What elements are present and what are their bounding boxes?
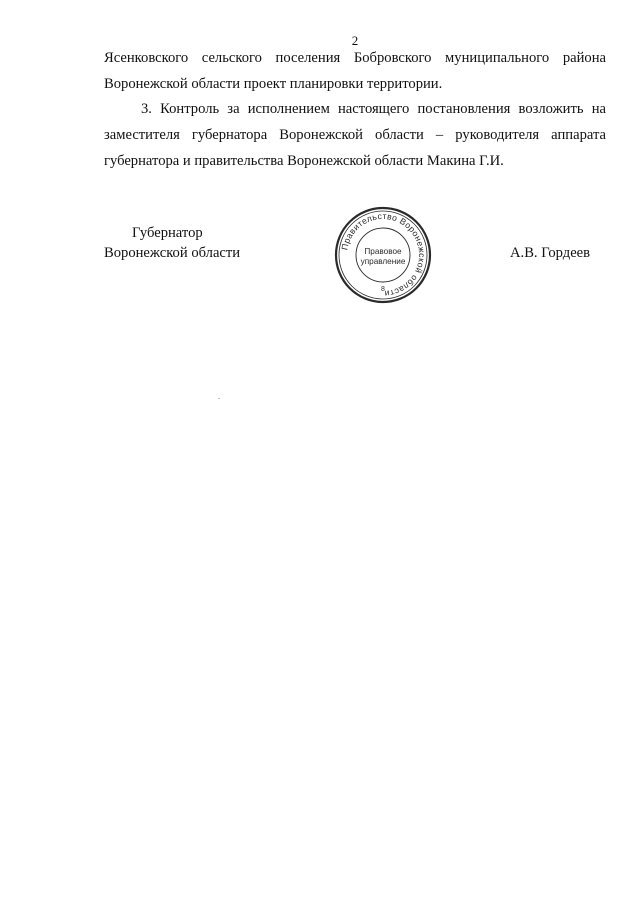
stamp-seal [333, 205, 433, 305]
paragraph-continuation [104, 45, 606, 97]
signature-name: А.В. Гордеев [510, 245, 591, 261]
page-number: 2 [351, 33, 359, 48]
stamp-center-line-1: Правовое [364, 247, 402, 256]
stamp-center-line-2: управление [360, 257, 406, 266]
stray-mark [218, 398, 220, 399]
paragraph-line: Воронежской области проект планировки территории. [104, 76, 443, 92]
signature-title [104, 223, 240, 263]
paragraph-line: губернатора и правительства Воронежской области Макина Г.И. [104, 153, 504, 169]
paragraph-line: заместителя губернатора Воронежской области – руководителя аппарата [104, 127, 606, 143]
signature-region: Воронежской области [104, 245, 241, 261]
signature-role: Губернатор [132, 225, 203, 241]
paragraph-line: Ясенковского сельского поселения Бобровского муниципального района [104, 50, 606, 66]
paragraph-line: 3. Контроль за исполнением настоящего постановления возложить на [141, 101, 606, 117]
stamp-number: 8 [381, 286, 385, 293]
paragraph-item-3 [104, 96, 606, 174]
stamp-ring-text: Правительство Воронежской области [339, 210, 428, 300]
